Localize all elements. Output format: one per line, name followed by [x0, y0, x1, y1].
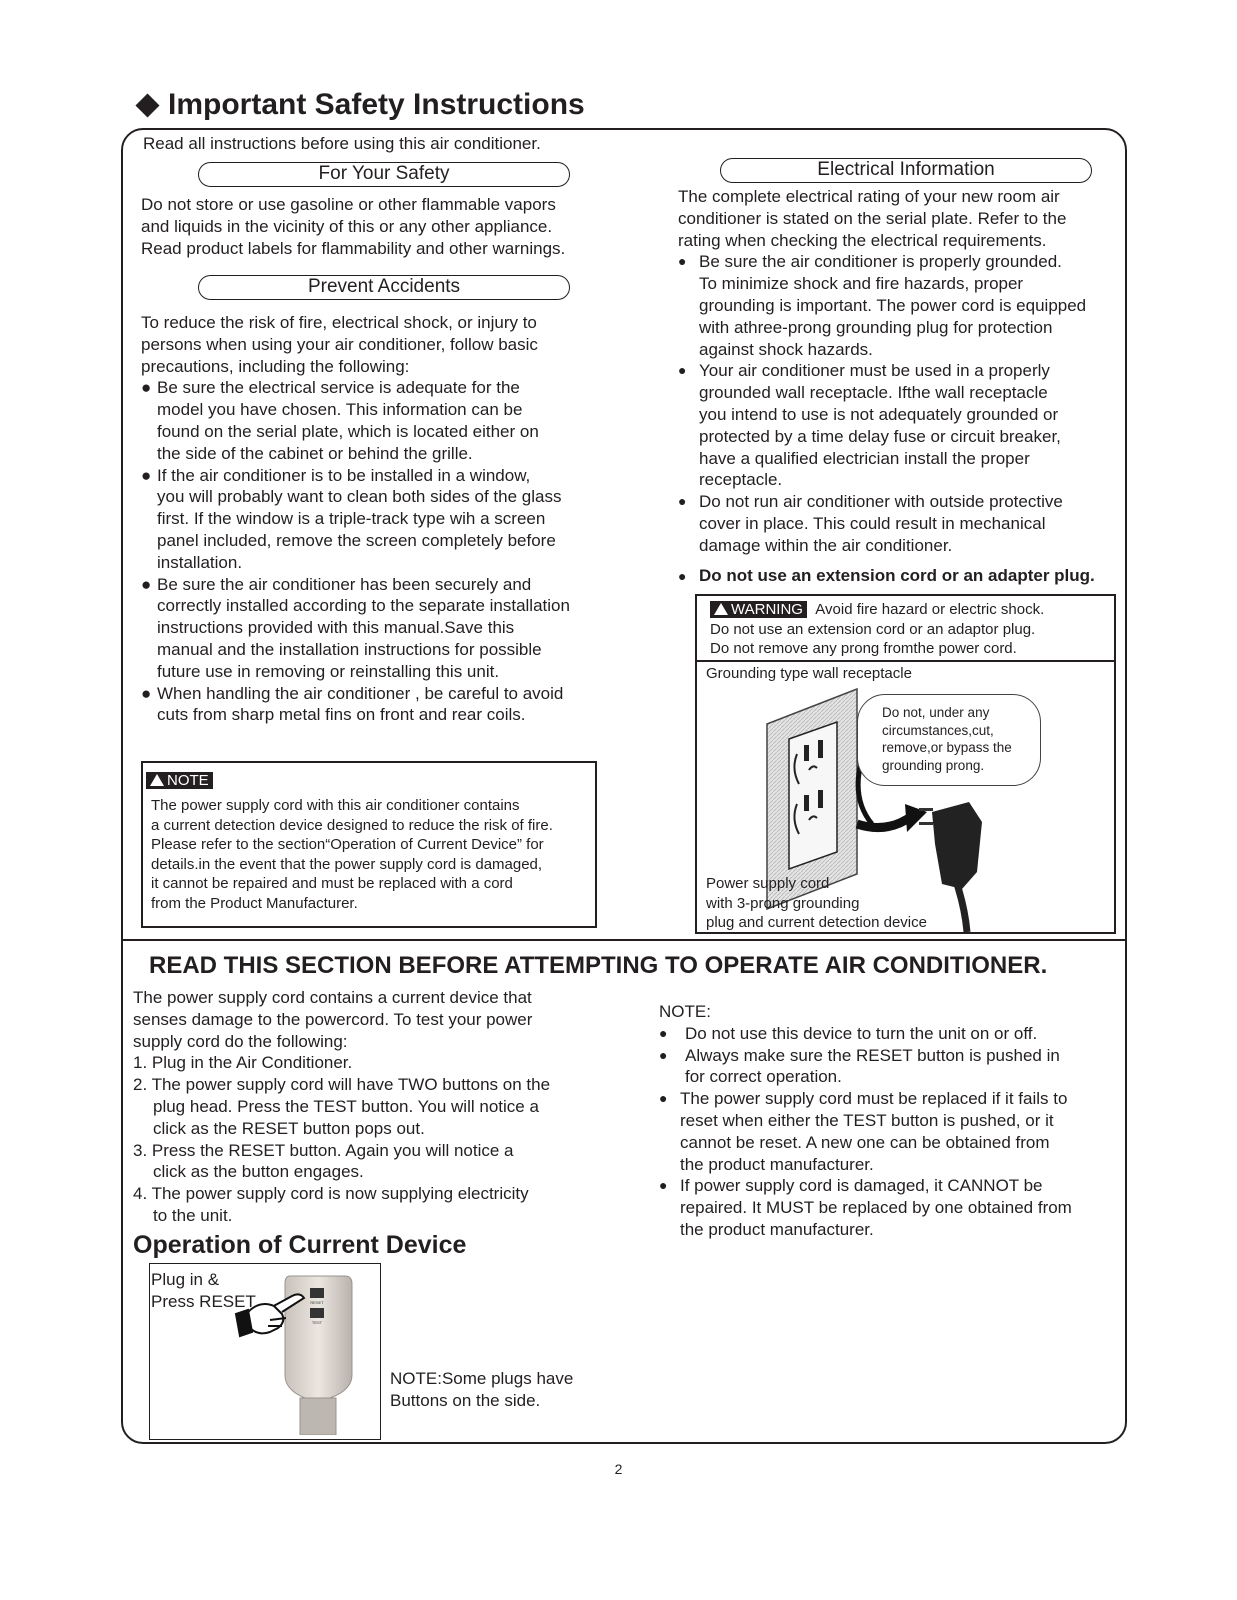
bullet-line: damage within the air conditioner.: [699, 535, 953, 555]
callout-line: remove,or bypass the: [882, 740, 1012, 755]
bullet-line: the side of the cabinet or behind the grille.: [157, 443, 473, 463]
list-item: [133, 1052, 603, 1074]
bullet-line: first. If the window is a triple-track type wih a screen: [157, 509, 546, 529]
page-title-text: Important Safety Instructions: [168, 88, 585, 121]
bullet-line: model you have chosen. This information can be: [157, 400, 523, 420]
side-note-line: NOTE:Some plugs have: [390, 1369, 574, 1388]
bullet-line: protected by a time delay fuse or circuit breaker,: [699, 426, 1061, 446]
bullet-line: the product manufacturer.: [680, 1219, 874, 1239]
prevent-accidents-heading: Prevent Accidents: [198, 275, 570, 300]
warning-line: Do not use an extension cord or an adaptor plug.: [710, 620, 1036, 638]
bullet-line: If the air conditioner is to be installed in a window,: [157, 465, 531, 485]
intro-text: Read all instructions before using this air conditioner.: [143, 134, 541, 153]
note-line: it cannot be repaired and must be replaced with a cord: [151, 875, 513, 892]
bullet-line: panel included, remove the screen completely before: [157, 530, 556, 550]
plug-instruction: [151, 1269, 256, 1313]
safety-text: [141, 194, 565, 259]
bullet-line: If power supply cord is damaged, it CANNOT be: [680, 1176, 1043, 1196]
device-notes: [659, 1001, 1119, 1241]
list-item: [141, 683, 611, 727]
electrical-text: [678, 186, 1128, 557]
notes-label: NOTE:: [659, 1002, 711, 1021]
notes-bullet-list: [659, 1023, 1119, 1241]
bullet-line: cannot be reset. A new one can be obtained from: [680, 1132, 1050, 1152]
bullet-line: future use in removing or reinstalling this unit.: [157, 661, 500, 681]
list-item: [659, 1023, 1119, 1045]
warning-triangle-icon: [150, 774, 164, 786]
step-line: click as the RESET button pops out.: [153, 1118, 425, 1138]
accidents-intro-line: To reduce the risk of fire, electrical shock, or injury to: [141, 313, 537, 332]
step-line: to the unit.: [153, 1205, 233, 1225]
step-line: 3. Press the RESET button. Again you will notice a: [133, 1140, 514, 1160]
bullet-line: with athree-prong grounding plug for protection: [699, 317, 1053, 337]
instructions-intro-line: The power supply cord contains a current device that: [133, 988, 532, 1007]
electrical-intro-line: conditioner is stated on the serial plate. Refer to the: [678, 208, 1067, 228]
bullet-dot-icon: ●: [678, 493, 687, 510]
warning-triangle-icon: [714, 603, 728, 615]
bullet-line: receptacle.: [699, 470, 783, 490]
instructions-intro-line: senses damage to the powercord. To test your power: [133, 1009, 533, 1029]
bullet-line: Do not use this device to turn the unit on or off.: [685, 1023, 1038, 1043]
callout-line: grounding prong.: [882, 757, 985, 773]
bullet-line: the product manufacturer.: [680, 1154, 874, 1174]
warning-text: [710, 600, 1044, 659]
electrical-intro-line: rating when checking the electrical requirements.: [678, 230, 1047, 250]
bullet-line: When handling the air conditioner , be careful to avoid: [157, 683, 564, 703]
step-line: 4. The power supply cord is now supplying electricity: [133, 1184, 529, 1204]
caption-line: plug and current detection device: [706, 914, 927, 931]
page-number: 2: [614, 1461, 623, 1477]
note-line: The power supply cord with this air conditioner contains: [151, 797, 520, 814]
warning-label: WARNING: [731, 601, 803, 618]
list-item: [659, 1088, 1119, 1175]
warning-line: Do not remove any prong fromthe power cord.: [710, 640, 1017, 657]
list-item: [141, 377, 611, 464]
bullet-dot-icon: ●: [659, 1024, 668, 1041]
safety-line: and liquids in the vicinity of this or any other appliance.: [141, 216, 553, 236]
bullet-line: instructions provided with this manual.Save this: [157, 618, 515, 638]
test-instructions: [133, 987, 603, 1227]
bullet-line: Do not run air conditioner with outside protective: [699, 492, 1063, 512]
bullet-line: repaired. It MUST be replaced by one obtained from: [680, 1198, 1072, 1218]
note-badge: [146, 772, 213, 790]
bullet-line: against shock hazards.: [699, 339, 873, 359]
bullet-line: installation.: [157, 552, 243, 572]
bullet-line: correctly installed according to the separate installation: [157, 596, 570, 616]
list-item: [659, 1175, 1119, 1240]
note-line: a current detection device designed to reduce the risk of fire.: [151, 816, 553, 834]
plug-label-line: Press RESET: [151, 1291, 256, 1311]
safety-line: Read product labels for flammability and other warnings.: [141, 238, 566, 258]
accidents-intro-line: persons when using your air conditioner, follow basic: [141, 334, 538, 354]
note-line: from the Product Manufacturer.: [151, 894, 358, 912]
for-your-safety-heading: For Your Safety: [198, 162, 570, 187]
bullet-dot-icon: ●: [141, 465, 152, 485]
bullet-dot-icon: ●: [659, 1090, 668, 1107]
reset-button-icon: [310, 1288, 324, 1298]
bullet-line: grounding is important. The power cord is equipped: [699, 295, 1087, 315]
plug-icon: [919, 802, 982, 932]
section-heading: READ THIS SECTION BEFORE ATTEMPTING TO OPERATE AIR CONDITIONER.: [149, 952, 1048, 979]
bullet-line: cover in place. This could result in mechanical: [699, 513, 1046, 533]
bullet-dot-icon: ●: [141, 574, 152, 594]
note-line: details.in the event that the power supply cord is damaged,: [151, 855, 543, 873]
step-line: 2. The power supply cord will have TWO buttons on the: [133, 1075, 551, 1095]
bullet-dot-icon: ●: [678, 253, 687, 270]
bullet-line: have a qualified electrician install the proper: [699, 448, 1030, 468]
electrical-bullet-list: [678, 251, 1128, 556]
warning-badge: [710, 601, 807, 618]
electrical-information-heading: Electrical Information: [720, 158, 1092, 183]
bullet-dot-icon: ●: [659, 1046, 668, 1063]
accidents-text: [141, 312, 611, 726]
bullet-line: Be sure the electrical service is adequate for the: [157, 378, 520, 398]
list-item: [678, 491, 1128, 556]
list-item: [133, 1183, 603, 1227]
bullet-line: manual and the installation instructions for possible: [157, 639, 542, 659]
bullet-line: Your air conditioner must be used in a properly: [699, 361, 1050, 381]
note-line: Please refer to the section“Operation of Current Device” for: [151, 836, 544, 853]
electrical-intro-line: The complete electrical rating of your new room air: [678, 187, 1060, 206]
bullet-dot-icon: ●: [678, 568, 687, 584]
step-line: plug head. Press the TEST button. You will notice a: [153, 1096, 539, 1116]
accidents-bullet-list: [141, 377, 611, 726]
warning-separator: [695, 660, 1116, 662]
diamond-bullet-icon: [135, 93, 159, 117]
list-item: [678, 360, 1128, 491]
safety-line: Do not store or use gasoline or other flammable vapors: [141, 195, 556, 214]
bullet-dot-icon: ●: [141, 378, 152, 398]
note-text: [151, 796, 553, 913]
step-line: 1. Plug in the Air Conditioner.: [133, 1053, 353, 1073]
callout-line: Do not, under any: [882, 705, 990, 720]
warning-line: Avoid fire hazard or electric shock.: [815, 601, 1045, 618]
callout-line: circumstances,cut,: [882, 722, 994, 738]
bold-bullet-text: Do not use an extension cord or an adapter plug.: [699, 566, 1095, 585]
receptacle-label: Grounding type wall receptacle: [706, 665, 912, 682]
bullet-dot-icon: ●: [659, 1177, 668, 1194]
list-item: [133, 1140, 603, 1184]
bullet-line: To minimize shock and fire hazards, proper: [699, 274, 1024, 294]
list-item: [678, 251, 1128, 360]
test-label: TEST: [311, 1320, 323, 1325]
page-title: [133, 88, 585, 122]
accidents-intro-line: precautions, including the following:: [141, 356, 410, 376]
note-label: NOTE: [167, 772, 209, 789]
bullet-line: for correct operation.: [685, 1067, 842, 1087]
list-item: [133, 1074, 603, 1139]
caption-line: with 3-prong grounding: [706, 894, 860, 912]
bullet-line: you will probably want to clean both sides of the glass: [157, 487, 562, 507]
list-item: [659, 1045, 1119, 1089]
bullet-line: found on the serial plate, which is located either on: [157, 421, 539, 441]
side-note-line: Buttons on the side.: [390, 1390, 541, 1410]
list-item: [141, 465, 611, 574]
step-line: click as the button engages.: [153, 1162, 364, 1182]
reset-label: RESET: [310, 1300, 324, 1305]
bullet-line: Always make sure the RESET button is pushed in: [685, 1045, 1060, 1065]
list-item: [141, 574, 611, 683]
test-button-icon: [310, 1308, 324, 1318]
caption-line: Power supply cord: [706, 875, 830, 892]
bullet-line: The power supply cord must be replaced if it fails to: [680, 1089, 1068, 1109]
instructions-intro-line: supply cord do the following:: [133, 1031, 348, 1051]
extension-cord-warning: [678, 565, 1095, 588]
bullet-dot-icon: ●: [141, 683, 152, 703]
section-divider: [121, 939, 1127, 941]
bullet-line: Be sure the air conditioner is properly grounded.: [699, 252, 1062, 272]
plug-label-line: Plug in &: [151, 1270, 220, 1289]
bullet-line: grounded wall receptacle. Ifthe wall receptacle: [699, 383, 1048, 403]
bullet-line: reset when either the TEST button is pushed, or it: [680, 1110, 1054, 1130]
callout-text: [882, 704, 1012, 774]
bullet-line: Be sure the air conditioner has been securely and: [157, 574, 532, 594]
side-buttons-note: [390, 1368, 573, 1412]
bullet-line: cuts from sharp metal fins on front and rear coils.: [157, 705, 526, 725]
power-cord-caption: [706, 874, 927, 933]
bullet-line: you intend to use is not adequately grounded or: [699, 404, 1059, 424]
operation-heading: Operation of Current Device: [133, 1231, 467, 1259]
bullet-dot-icon: ●: [678, 362, 687, 379]
